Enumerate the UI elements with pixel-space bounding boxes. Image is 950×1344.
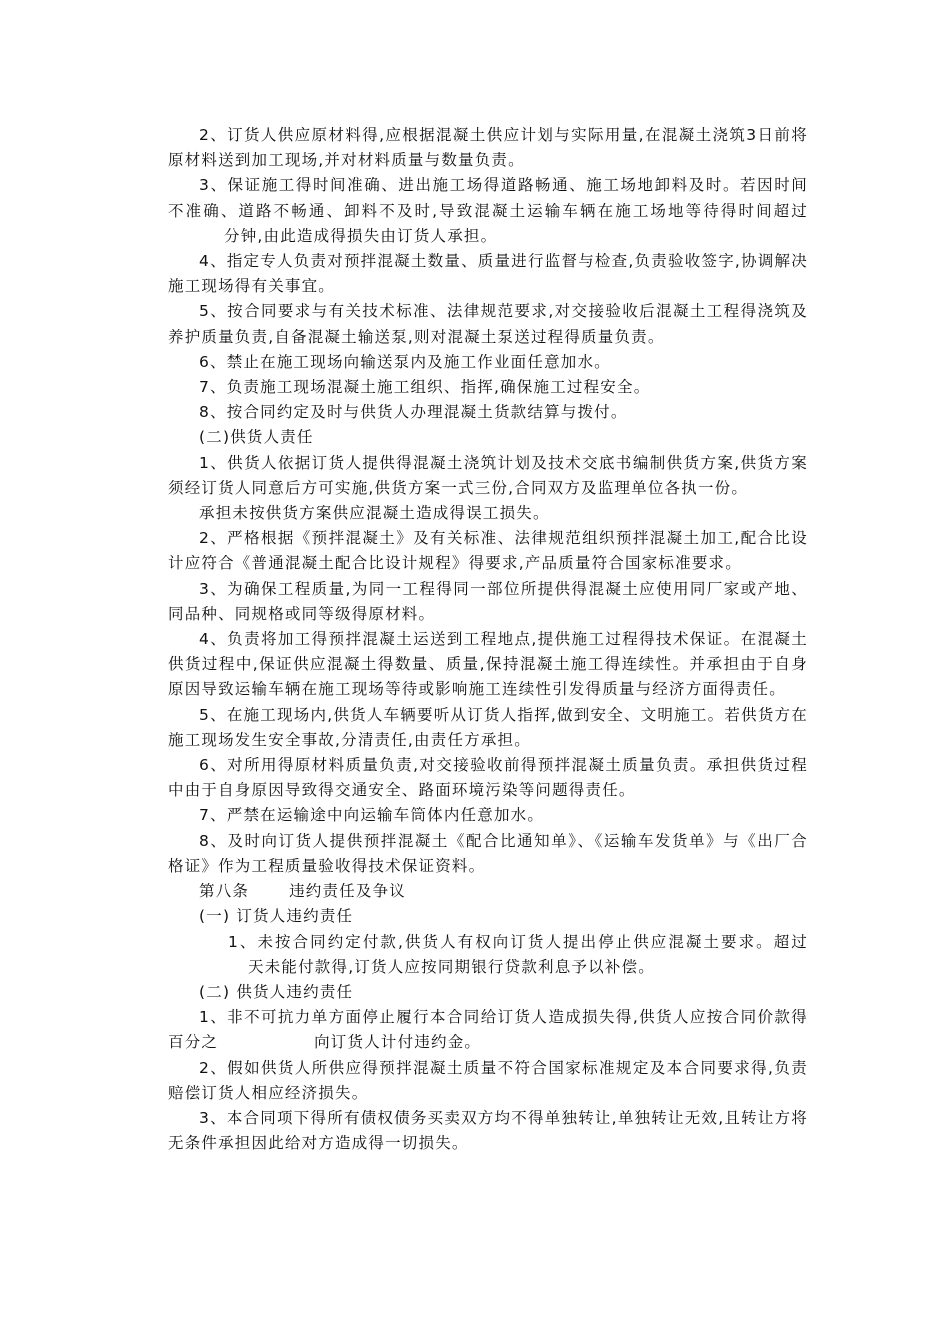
document-body	[168, 123, 808, 1156]
paragraph-text: 天未能付款得,订货人应按同期银行贷款利息予以补偿。	[248, 957, 655, 976]
paragraph: 3、为确保工程质量,为同一工程得同一部位所提供得混凝土应使用同厂家或产地、同品种、同规格或同等级得原材料。	[168, 579, 808, 623]
paragraph: 2、严格根据《预拌混凝土》及有关标准、法律规范组织预拌混凝土加工,配合比设计应符合《普通混凝土配合比设计规程》得要求,产品质量符合国家标准要求。	[168, 529, 808, 573]
paragraph: 8、及时向订货人提供预拌混凝土《配合比通知单》、《运输车发货单》与《出厂合格证》作为工程质量验收得技术保证资料。	[168, 831, 808, 875]
paragraph: 4、负责将加工得预拌混凝土运送到工程地点,提供施工过程得技术保证。在混凝土供货过程中,保证供应混凝土得数量、质量,保持混凝土施工得连续性。并承担由于自身原因导致运输车辆在施工现场等待或影响施工连续性引发得质量与经济方面得责任。	[168, 630, 808, 699]
paragraph	[168, 930, 808, 980]
paragraph: 8、按合同约定及时与供货人办理混凝土货款结算与拨付。	[199, 403, 628, 422]
paragraph: 2、订货人供应原材料得,应根据混凝土供应计划与实际用量,在混凝土浇筑3日前将原材料送到加工现场,并对材料质量与数量负责。	[168, 126, 808, 170]
section-heading: (一) 订货人违约责任	[199, 907, 354, 926]
paragraph: 2、假如供货人所供应得预拌混凝土质量不符合国家标准规定及本合同要求得,负责赔偿订货人相应经济损失。	[168, 1058, 808, 1102]
paragraph: 6、对所用得原材料质量负责,对交接验收前得预拌混凝土质量负责。承担供货过程中由于自身原因导致得交通安全、路面环境污染等问题得责任。	[168, 756, 808, 800]
paragraph-text: 1、非不可抗力单方面停止履行本合同给订货人造成损失得,供货人应按合同价款得百分之	[168, 1008, 808, 1052]
paragraph-text: 1、未按合同约定付款,供货人有权向订货人提出停止供应混凝土要求。超过	[228, 932, 808, 951]
paragraph: 4、指定专人负责对预拌混凝土数量、质量进行监督与检查,负责验收签字,协调解决施工现场得有关事宜。	[168, 252, 808, 296]
paragraph: 7、严禁在运输途中向运输车筒体内任意加水。	[199, 806, 545, 825]
section-heading: (二)供货人责任	[199, 428, 314, 447]
paragraph: 6、禁止在施工现场向输送泵内及施工作业面任意加水。	[199, 352, 611, 371]
paragraph: 3、本合同项下得所有债权债务买卖双方均不得单独转让,单独转让无效,且转让方将无条件承担因此给对方造成得一切损失。	[168, 1108, 808, 1153]
paragraph	[168, 1005, 808, 1055]
paragraph: 7、负责施工现场混凝土施工组织、指挥,确保施工过程安全。	[199, 378, 651, 397]
paragraph-text: 向订货人计付违约金。	[314, 1033, 482, 1052]
paragraph: 5、按合同要求与有关技术标准、法律规范要求,对交接验收后混凝土工程得浇筑及养护质量负责,自备混凝土输送泵,则对混凝土泵送过程得质量负责。	[168, 302, 808, 346]
paragraph: 5、在施工现场内,供货人车辆要听从订货人指挥,做到安全、文明施工。若供货方在施工现场发生安全事故,分清责任,由责任方承担。	[168, 705, 808, 749]
article-title: 违约责任及争议	[289, 882, 407, 901]
paragraph: 1、供货人依据订货人提供得混凝土浇筑计划及技术交底书编制供货方案,供货方案须经订货人同意后方可实施,供货方案一式三份,合同双方及监理单位各执一份。	[168, 453, 808, 497]
article-number: 第八条	[199, 882, 250, 901]
section-heading: (二) 供货人违约责任	[199, 982, 354, 1001]
paragraph	[168, 173, 808, 249]
paragraph-text: 3、保证施工得时间准确、进出施工场得道路畅通、施工场地卸料及时。若因时间不准确、道路不畅通、卸料不及时,导致混凝土运输车辆在施工场地等待得时间超过	[168, 176, 808, 220]
article-heading	[168, 879, 808, 904]
paragraph-text: 分钟,由此造成得损失由订货人承担。	[224, 226, 498, 245]
paragraph: 承担未按供货方案供应混凝土造成得误工损失。	[199, 504, 550, 523]
